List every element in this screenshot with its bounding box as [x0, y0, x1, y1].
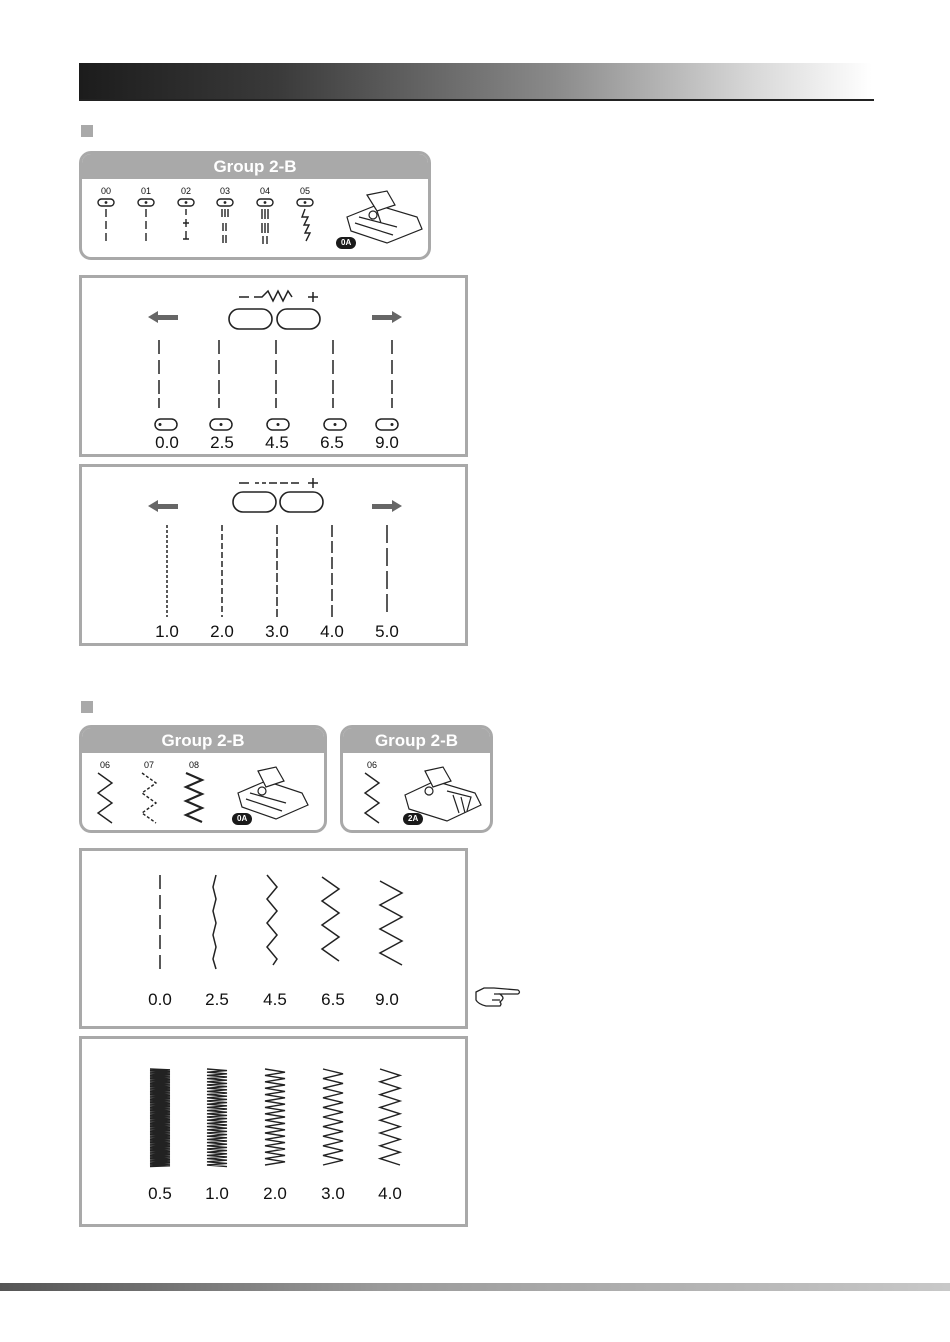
width-value: 9.0 [375, 990, 399, 1009]
pattern-number[interactable]: 07 [143, 760, 155, 770]
width-value: 2.5 [205, 990, 229, 1009]
length-value: 1.0 [205, 1184, 229, 1203]
length-value: 3.0 [265, 622, 289, 641]
footer-bar [0, 1283, 950, 1291]
length-value: 5.0 [375, 622, 399, 641]
width-value: 6.5 [320, 433, 344, 452]
foot-badge: 0A [336, 237, 356, 249]
header-rule [79, 99, 874, 101]
length-value: 0.5 [148, 1184, 172, 1203]
straight-stitch-icons [82, 179, 342, 254]
width-value: 4.5 [263, 990, 287, 1009]
zigzag-length-panel [79, 1036, 468, 1227]
zigzag-length-sample [207, 1069, 227, 1167]
zigzag-length-sample [265, 1069, 285, 1165]
group-title: Group 2-B [82, 728, 324, 753]
width-value: 0.0 [155, 433, 179, 452]
arrow-right-icon [372, 500, 402, 512]
pattern-panel-zigzag-2a [340, 725, 493, 833]
zigzag-width-panel [79, 848, 468, 1029]
pattern-panel-zigzag-0a [79, 725, 327, 833]
width-plus-button [277, 309, 320, 329]
group-title: Group 2-B [82, 154, 428, 179]
pattern-number[interactable]: 06 [366, 760, 378, 770]
arrow-left-icon [148, 500, 178, 512]
zigzag-length-sample [380, 1069, 400, 1165]
pattern-number[interactable]: 05 [299, 186, 311, 196]
length-minus-button [233, 492, 276, 512]
length-value: 2.0 [210, 622, 234, 641]
pointing-hand-icon [474, 984, 520, 1010]
width-value: 0.0 [148, 990, 172, 1009]
foot-badge: 0A [232, 813, 252, 825]
width-value: 9.0 [375, 433, 399, 452]
arrow-left-icon [148, 311, 178, 323]
zigzag-stitch-icon [343, 753, 393, 828]
pattern-number[interactable]: 06 [99, 760, 111, 770]
length-value: 4.0 [320, 622, 344, 641]
section-marker-1 [81, 125, 93, 137]
header-bar [79, 63, 872, 99]
width-value: 4.5 [265, 433, 289, 452]
length-value: 4.0 [378, 1184, 402, 1203]
arrow-right-icon [372, 311, 402, 323]
pattern-number[interactable]: 08 [188, 760, 200, 770]
group-title: Group 2-B [343, 728, 490, 753]
section-marker-2 [81, 701, 93, 713]
pattern-number[interactable]: 03 [219, 186, 231, 196]
zigzag-length-sample [323, 1069, 343, 1165]
length-value: 2.0 [263, 1184, 287, 1203]
width-setting-panel [79, 275, 468, 457]
width-value: 2.5 [210, 433, 234, 452]
pattern-number[interactable]: 04 [259, 186, 271, 196]
length-value: 1.0 [155, 622, 179, 641]
pattern-number[interactable]: 01 [140, 186, 152, 196]
foot-badge: 2A [403, 813, 423, 825]
width-value: 6.5 [321, 990, 345, 1009]
pattern-number[interactable]: 02 [180, 186, 192, 196]
pattern-panel-straight [79, 151, 431, 260]
zigzag-length-sample [150, 1069, 170, 1167]
width-minus-button [229, 309, 272, 329]
length-plus-button [280, 492, 323, 512]
zigzag-stitch-icons [82, 753, 222, 828]
length-value: 3.0 [321, 1184, 345, 1203]
length-setting-panel [79, 464, 468, 646]
pattern-number[interactable]: 00 [100, 186, 112, 196]
